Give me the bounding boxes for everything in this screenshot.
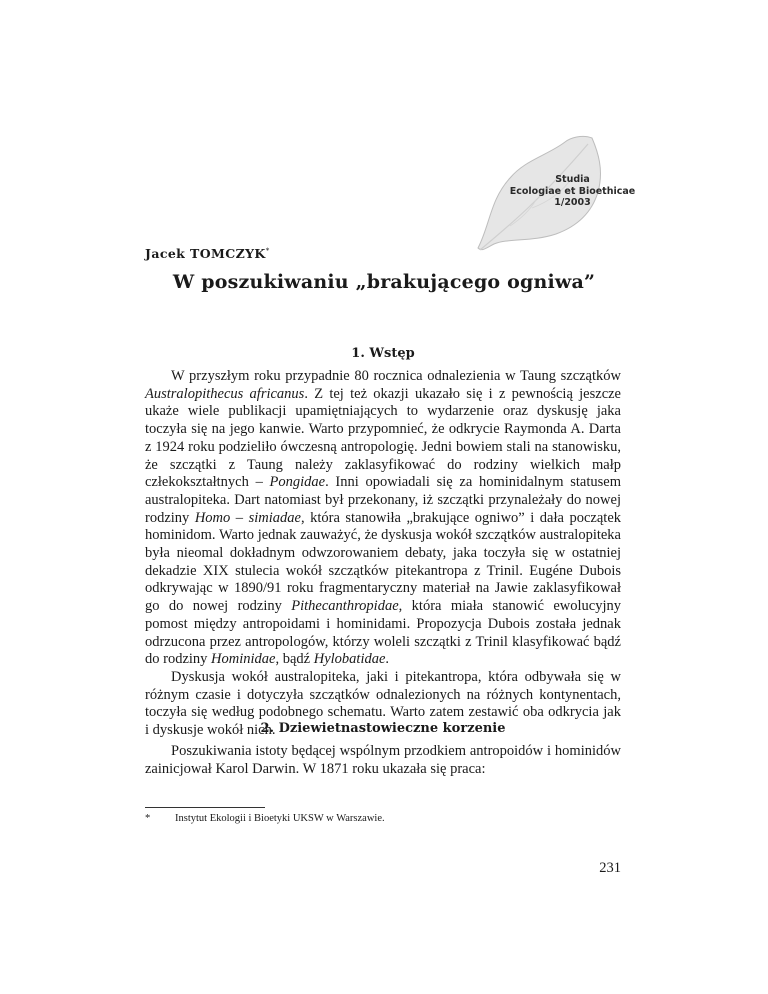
italic-term: Australopithecus africanus (145, 385, 305, 402)
footnote-mark: * (145, 813, 151, 824)
page-number: 231 (599, 860, 621, 876)
author-name-text: Jacek TOMCZYK (145, 246, 266, 261)
author-name (145, 246, 270, 261)
footnote (145, 813, 385, 824)
journal-subtitle: Ecologiae et Bioethicae (509, 185, 636, 197)
article-title: W poszukiwaniu „brakującego ogniwa” (172, 271, 596, 293)
italic-term: Hylobatidae (313, 651, 386, 668)
paragraph: W przyszłym roku przypadnie 80 rocznica odnalezienia w Taung szczątków Australopithecus africanus. Z tej też okazji ukazało się i z pewnością jeszcze ukaże wiele publikacji upamiętniających to wydarzenie oraz dyskusję jaka toczyła się na jego kanwie. Warto przypomnieć, że odkrycie Raymonda A. Darta z 1924 roku podzieliło ówczesną antropologię. Jedni bowiem stali na stanowisku, że szczątki z Taung należy zaklasyfikować do rodziny wielkich małp człekokształtnych – Pongidae. Inni opowiadali się za hominidalnym statusem australopiteka. Dart natomiast był przekonany, iż szczątki przynależały do nowej rodziny Homo – simiadae, która stanowiła „brakujące ogniwo” i dała początek hominidom. Warto jednak zauważyć, że dyskusja wokół szczątków australopiteka była nieomal dokładnym odwzorowaniem debaty, jaka toczyła się w ostatniej dekadzie XIX stulecia wokół szczątków pitekantropa z Trinil. Eugéne Dubois odkrywając w 1890/91 roku fragmentaryczny materiał na Jawie zaklasyfikował go do nowej rodziny Pithecanthropidae, która miała stanowić ewolucyjny pomost między antropoidami i hominidami. Propozycja Dubois została jednak odrzucona przez antropologów, którzy woleli szczątki z Trinil klasyfikować bądź do rodziny Hominidae, bądź Hylobatidae. (145, 368, 622, 668)
section-heading-1: 1. Wstęp (351, 346, 415, 361)
italic-term: Hominidae (211, 651, 276, 668)
journal-info (505, 174, 640, 209)
italic-term: Pithecanthropidae (291, 598, 399, 615)
section-heading-2: 2. Dziewietnastowieczne korzenie (260, 721, 506, 736)
italic-term: Pongidae (269, 474, 326, 491)
footnote-text: Instytut Ekologii i Bioetyki UKSW w Warszawie. (175, 813, 385, 824)
paragraph: Dyskusja wokół australopiteka, jaki i pitekantropa, która odbywała się w różnym czasie i dotyczyła szczątków odnalezionych na różnych kontynentach, toczyła się według podobnego schematu. Warto zatem zestawić oba odkrycia jak i dyskusje wokół nich. (145, 668, 621, 739)
journal-name: Studia (555, 174, 590, 185)
italic-term: Homo – simiadae (194, 509, 301, 526)
journal-issue: 1/2003 (554, 197, 591, 208)
paragraph: Poszukiwania istoty będącej wspólnym przodkiem antropoidów i hominidów zainicjował Karol Darwin. W 1871 roku ukazała się praca: (145, 743, 621, 777)
section-body-2 (145, 743, 621, 778)
footnote-divider (145, 807, 265, 808)
author-footnote-mark: * (265, 246, 270, 255)
section-body-1 (145, 368, 621, 740)
